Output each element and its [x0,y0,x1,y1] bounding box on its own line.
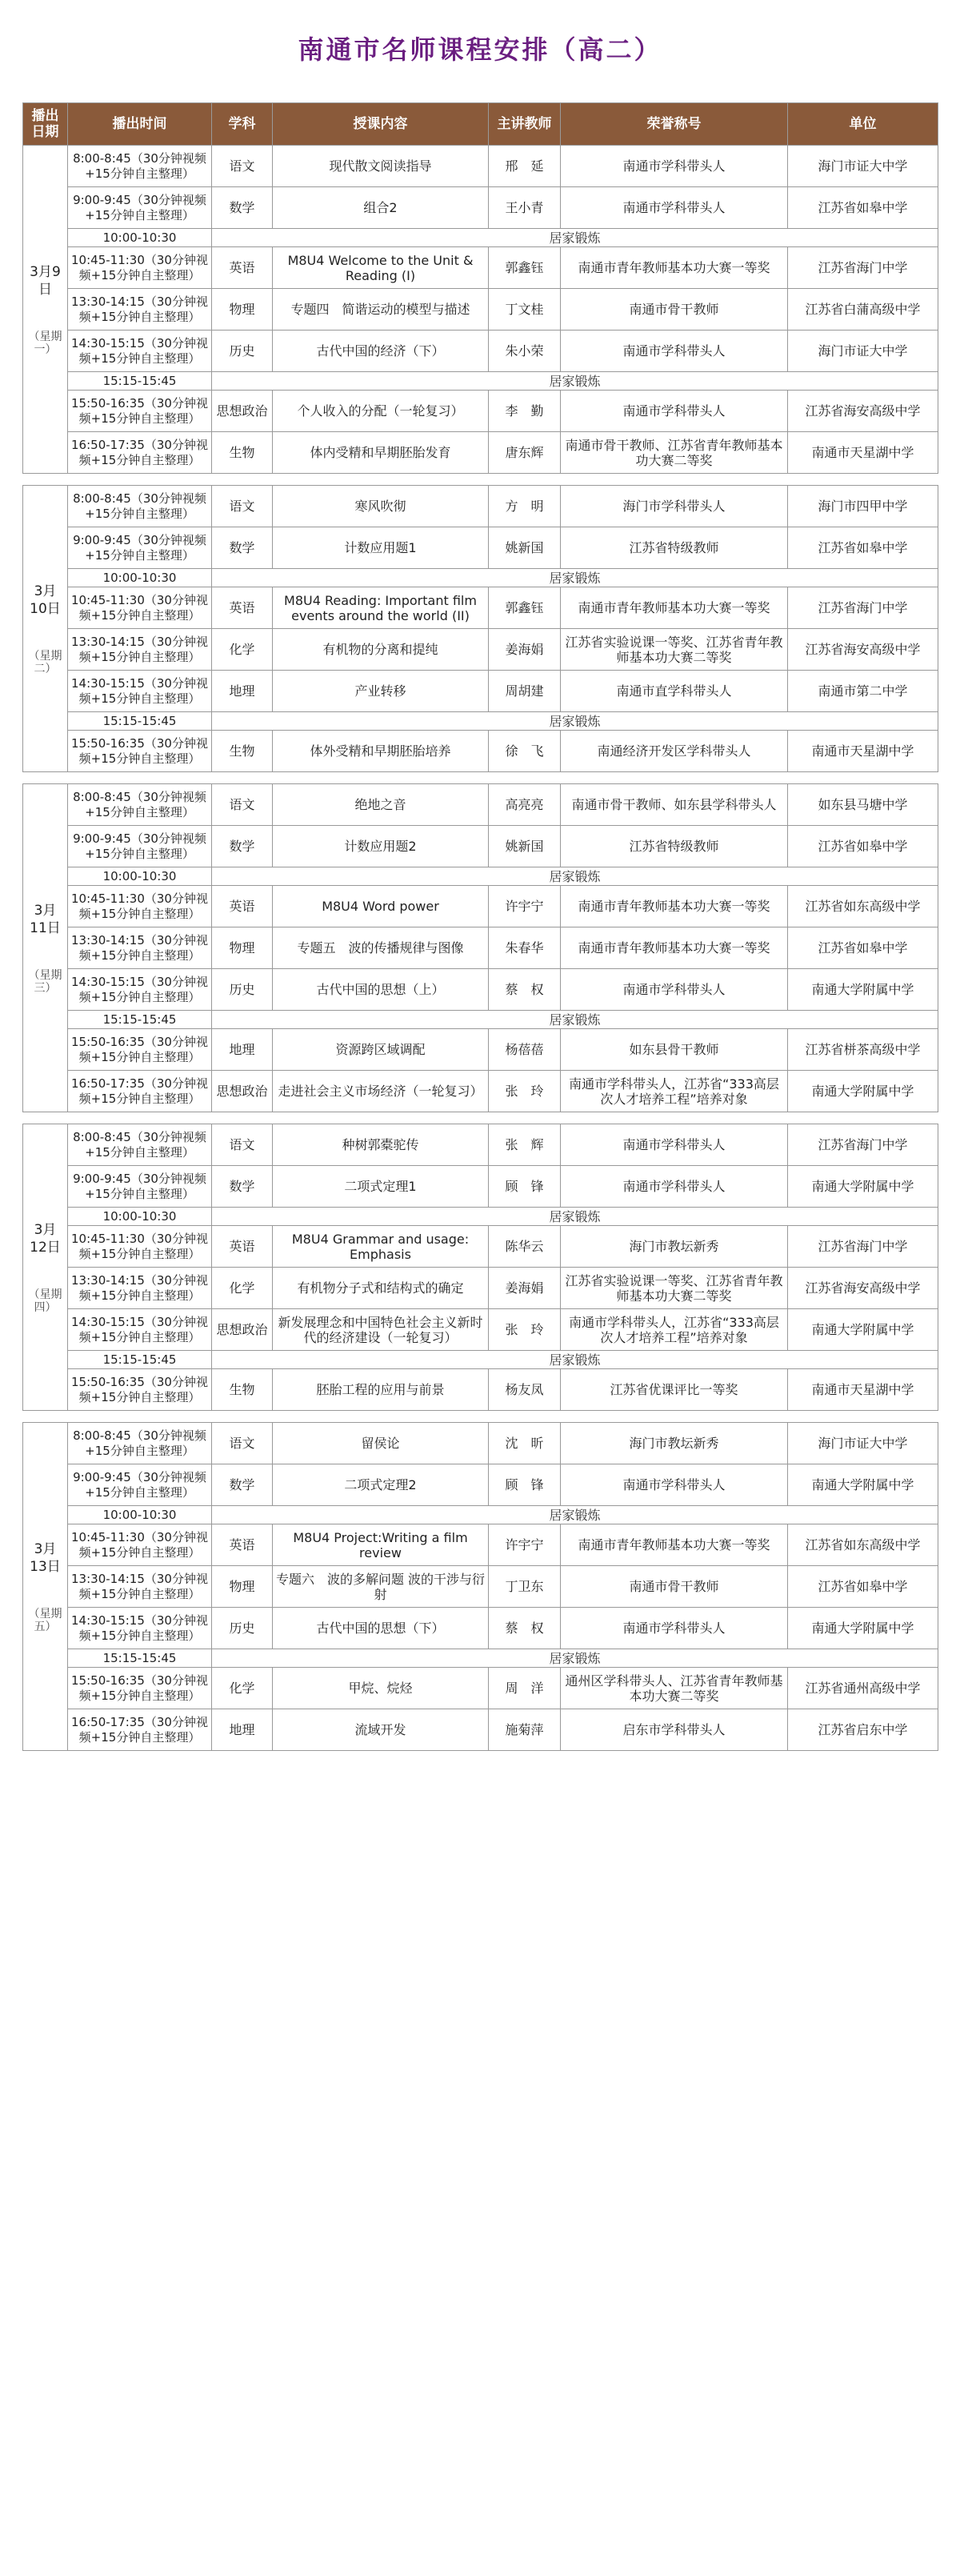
time-cell: 15:15-15:45 [68,712,212,731]
honor-cell: 南通市学科带头人 [561,1166,788,1208]
table-row [23,731,938,772]
table-row [23,1124,938,1166]
table-row [23,247,938,289]
honor-cell: 启东市学科带头人 [561,1709,788,1751]
teacher-cell: 丁卫东 [489,1566,561,1608]
topic-cell: 古代中国的思想（下） [273,1608,489,1649]
teacher-cell: 朱小荣 [489,331,561,372]
unit-cell: 南通大学附属中学 [788,1309,938,1351]
topic-cell: M8U4 Welcome to the Unit & Reading (I) [273,247,489,289]
subject-cell: 生物 [212,432,273,474]
honor-cell: 南通市学科带头人 [561,969,788,1011]
separator-cell [23,1112,938,1124]
topic-cell: 有机物的分离和提纯 [273,629,489,671]
teacher-cell: 杨蓓蓓 [489,1029,561,1071]
topic-cell: 产业转移 [273,671,489,712]
subject-cell: 化学 [212,629,273,671]
weekday-label: （星期三） [28,968,62,995]
rest-label: 居家锻炼 [212,1351,938,1369]
table-row [23,527,938,569]
weekday-label: （星期一） [28,330,62,356]
teacher-cell: 王小青 [489,187,561,229]
subject-cell: 数学 [212,187,273,229]
table-row [23,1566,938,1608]
time-cell: 14:30-15:15（30分钟视频+15分钟自主整理） [68,1608,212,1649]
subject-cell: 数学 [212,1464,273,1506]
date-label: 3月12日 [30,1221,61,1256]
topic-cell: 种树郭橐驼传 [273,1124,489,1166]
unit-cell: 南通大学附属中学 [788,1071,938,1112]
time-cell: 9:00-9:45（30分钟视频+15分钟自主整理） [68,187,212,229]
unit-cell: 南通大学附属中学 [788,1608,938,1649]
topic-cell: 计数应用题2 [273,826,489,867]
unit-cell: 江苏省海门中学 [788,247,938,289]
rest-row [23,569,938,587]
rest-label: 居家锻炼 [212,867,938,886]
time-cell: 15:50-16:35（30分钟视频+15分钟自主整理） [68,1029,212,1071]
honor-cell: 江苏省实验说课一等奖、江苏省青年教师基本功大赛二等奖 [561,629,788,671]
time-cell: 15:50-16:35（30分钟视频+15分钟自主整理） [68,1369,212,1411]
table-row [23,629,938,671]
unit-cell: 江苏省如皋中学 [788,187,938,229]
time-cell: 10:00-10:30 [68,569,212,587]
topic-cell: 二项式定理2 [273,1464,489,1506]
unit-cell: 江苏省海门中学 [788,587,938,629]
honor-cell: 南通市青年教师基本功大赛一等奖 [561,927,788,969]
date-cell [23,1423,68,1751]
time-cell: 15:50-16:35（30分钟视频+15分钟自主整理） [68,1668,212,1709]
table-row [23,1071,938,1112]
table-row [23,1608,938,1649]
honor-cell: 江苏省实验说课一等奖、江苏省青年教师基本功大赛二等奖 [561,1268,788,1309]
teacher-cell: 沈 昕 [489,1423,561,1464]
separator-cell [23,474,938,486]
topic-cell: 胚胎工程的应用与前景 [273,1369,489,1411]
unit-cell: 江苏省海门中学 [788,1124,938,1166]
table-row [23,1524,938,1566]
date-cell [23,1124,68,1411]
subject-cell: 语文 [212,146,273,187]
subject-cell: 历史 [212,331,273,372]
teacher-cell: 周 洋 [489,1668,561,1709]
teacher-cell: 许宇宁 [489,1524,561,1566]
time-cell: 15:50-16:35（30分钟视频+15分钟自主整理） [68,731,212,772]
table-row [23,331,938,372]
time-cell: 15:50-16:35（30分钟视频+15分钟自主整理） [68,391,212,432]
unit-cell: 海门市四甲中学 [788,486,938,527]
topic-cell: 组合2 [273,187,489,229]
subject-cell: 历史 [212,1608,273,1649]
subject-cell: 英语 [212,587,273,629]
teacher-cell: 蔡 权 [489,969,561,1011]
table-row [23,671,938,712]
table-row [23,826,938,867]
subject-cell: 地理 [212,1709,273,1751]
time-cell: 9:00-9:45（30分钟视频+15分钟自主整理） [68,826,212,867]
rest-row [23,372,938,391]
subject-cell: 地理 [212,671,273,712]
time-cell: 15:15-15:45 [68,1649,212,1668]
teacher-cell: 张 玲 [489,1071,561,1112]
topic-cell: 绝地之音 [273,784,489,826]
honor-cell: 如东县骨干教师 [561,1029,788,1071]
header-row [23,103,938,146]
time-cell: 10:00-10:30 [68,1506,212,1524]
date-cell [23,486,68,772]
rest-label: 居家锻炼 [212,569,938,587]
time-cell: 9:00-9:45（30分钟视频+15分钟自主整理） [68,527,212,569]
teacher-cell: 姚新国 [489,826,561,867]
topic-cell: 走进社会主义市场经济（一轮复习） [273,1071,489,1112]
honor-cell: 南通市青年教师基本功大赛一等奖 [561,587,788,629]
topic-cell: 古代中国的经济（下） [273,331,489,372]
honor-cell: 南通市学科带头人，江苏省“333高层次人才培养工程”培养对象 [561,1309,788,1351]
topic-cell: M8U4 Word power [273,886,489,927]
subject-cell: 生物 [212,1369,273,1411]
teacher-cell: 陈华云 [489,1226,561,1268]
header-honor: 荣誉称号 [561,103,788,146]
subject-cell: 思想政治 [212,1071,273,1112]
unit-cell: 江苏省海安高级中学 [788,629,938,671]
topic-cell: 现代散文阅读指导 [273,146,489,187]
subject-cell: 思想政治 [212,1309,273,1351]
time-cell: 10:45-11:30（30分钟视频+15分钟自主整理） [68,1524,212,1566]
rest-label: 居家锻炼 [212,712,938,731]
table-row [23,391,938,432]
unit-cell: 江苏省海安高级中学 [788,1268,938,1309]
weekday-label: （星期二） [28,649,62,675]
date-cell [23,146,68,474]
teacher-cell: 方 明 [489,486,561,527]
teacher-cell: 唐东辉 [489,432,561,474]
subject-cell: 化学 [212,1668,273,1709]
subject-cell: 语文 [212,784,273,826]
honor-cell: 南通经济开发区学科带头人 [561,731,788,772]
header-time: 播出时间 [68,103,212,146]
unit-cell: 南通市天星湖中学 [788,1369,938,1411]
weekday-label: （星期五） [28,1607,62,1633]
subject-cell: 英语 [212,247,273,289]
time-cell: 13:30-14:15（30分钟视频+15分钟自主整理） [68,1566,212,1608]
topic-cell: 个人收入的分配（一轮复习） [273,391,489,432]
time-cell: 13:30-14:15（30分钟视频+15分钟自主整理） [68,629,212,671]
unit-cell: 江苏省海门中学 [788,1226,938,1268]
time-cell: 10:00-10:30 [68,867,212,886]
teacher-cell: 朱春华 [489,927,561,969]
table-row [23,1709,938,1751]
page-title: 南通市名师课程安排（高二） [298,34,662,65]
honor-cell: 南通市青年教师基本功大赛一等奖 [561,1524,788,1566]
topic-cell: M8U4 Reading: Important film events around the world (II) [273,587,489,629]
honor-cell: 南通市学科带头人 [561,1464,788,1506]
honor-cell: 江苏省特级教师 [561,527,788,569]
unit-cell: 江苏省如皋中学 [788,1566,938,1608]
honor-cell: 江苏省优课评比一等奖 [561,1369,788,1411]
topic-cell: 古代中国的思想（上） [273,969,489,1011]
honor-cell: 江苏省特级教师 [561,826,788,867]
honor-cell: 南通市学科带头人 [561,187,788,229]
time-cell: 10:45-11:30（30分钟视频+15分钟自主整理） [68,1226,212,1268]
subject-cell: 地理 [212,1029,273,1071]
teacher-cell: 张 辉 [489,1124,561,1166]
topic-cell: 专题五 波的传播规律与图像 [273,927,489,969]
table-row [23,1464,938,1506]
header-subject: 学科 [212,103,273,146]
time-cell: 10:00-10:30 [68,229,212,247]
time-cell: 14:30-15:15（30分钟视频+15分钟自主整理） [68,671,212,712]
honor-cell: 南通市骨干教师、江苏省青年教师基本功大赛二等奖 [561,432,788,474]
unit-cell: 南通大学附属中学 [788,969,938,1011]
time-cell: 10:45-11:30（30分钟视频+15分钟自主整理） [68,886,212,927]
rest-row [23,712,938,731]
subject-cell: 英语 [212,1524,273,1566]
honor-cell: 南通市学科带头人，江苏省“333高层次人才培养工程”培养对象 [561,1071,788,1112]
time-cell: 15:15-15:45 [68,372,212,391]
topic-cell: 流域开发 [273,1709,489,1751]
unit-cell: 南通市天星湖中学 [788,432,938,474]
teacher-cell: 姜海娟 [489,1268,561,1309]
time-cell: 16:50-17:35（30分钟视频+15分钟自主整理） [68,432,212,474]
unit-cell: 南通市天星湖中学 [788,731,938,772]
teacher-cell: 郭鑫钰 [489,247,561,289]
header-teacher: 主讲教师 [489,103,561,146]
table-row [23,187,938,229]
topic-cell: 寒风吹彻 [273,486,489,527]
separator-cell [23,1411,938,1423]
honor-cell: 南通市学科带头人 [561,331,788,372]
teacher-cell: 顾 锋 [489,1166,561,1208]
unit-cell: 江苏省栟茶高级中学 [788,1029,938,1071]
time-cell: 16:50-17:35（30分钟视频+15分钟自主整理） [68,1709,212,1751]
subject-cell: 数学 [212,826,273,867]
time-cell: 8:00-8:45（30分钟视频+15分钟自主整理） [68,1124,212,1166]
time-cell: 14:30-15:15（30分钟视频+15分钟自主整理） [68,969,212,1011]
rest-label: 居家锻炼 [212,1208,938,1226]
teacher-cell: 徐 飞 [489,731,561,772]
teacher-cell: 张 玲 [489,1309,561,1351]
teacher-cell: 周胡建 [489,671,561,712]
honor-cell: 南通市学科带头人 [561,1124,788,1166]
rest-label: 居家锻炼 [212,1506,938,1524]
unit-cell: 江苏省如皋中学 [788,527,938,569]
teacher-cell: 许宇宁 [489,886,561,927]
time-cell: 9:00-9:45（30分钟视频+15分钟自主整理） [68,1464,212,1506]
honor-cell: 南通市骨干教师、如东县学科带头人 [561,784,788,826]
topic-cell: 甲烷、烷烃 [273,1668,489,1709]
subject-cell: 生物 [212,731,273,772]
honor-cell: 通州区学科带头人、江苏省青年教师基本功大赛二等奖 [561,1668,788,1709]
topic-cell: M8U4 Grammar and usage: Emphasis [273,1226,489,1268]
teacher-cell: 杨友凤 [489,1369,561,1411]
subject-cell: 物理 [212,1566,273,1608]
table-row [23,927,938,969]
weekday-label: （星期四） [28,1288,62,1314]
table-row [23,784,938,826]
topic-cell: 体外受精和早期胚胎培养 [273,731,489,772]
header-topic: 授课内容 [273,103,489,146]
subject-cell: 思想政治 [212,391,273,432]
time-cell: 15:15-15:45 [68,1351,212,1369]
rest-row [23,1208,938,1226]
subject-cell: 英语 [212,1226,273,1268]
subject-cell: 物理 [212,289,273,331]
teacher-cell: 姚新国 [489,527,561,569]
teacher-cell: 丁文桂 [489,289,561,331]
time-cell: 10:45-11:30（30分钟视频+15分钟自主整理） [68,587,212,629]
table-row [23,587,938,629]
table-row [23,969,938,1011]
time-cell: 8:00-8:45（30分钟视频+15分钟自主整理） [68,1423,212,1464]
time-cell: 13:30-14:15（30分钟视频+15分钟自主整理） [68,289,212,331]
header-date: 播出日期 [23,103,68,146]
date-label: 3月10日 [30,583,61,617]
table-row [23,146,938,187]
rest-row [23,1011,938,1029]
schedule-table [22,102,938,1751]
day-separator [23,1411,938,1423]
subject-cell: 语文 [212,1124,273,1166]
unit-cell: 海门市证大中学 [788,1423,938,1464]
teacher-cell: 郭鑫钰 [489,587,561,629]
honor-cell: 南通市学科带头人 [561,1608,788,1649]
teacher-cell: 邢 延 [489,146,561,187]
honor-cell: 海门市学科带头人 [561,486,788,527]
date-label: 3月13日 [30,1540,61,1575]
date-label: 3月11日 [30,902,61,936]
honor-cell: 海门市教坛新秀 [561,1423,788,1464]
rest-row [23,1506,938,1524]
table-row [23,1226,938,1268]
rest-label: 居家锻炼 [212,1649,938,1668]
table-row [23,1268,938,1309]
honor-cell: 南通市骨干教师 [561,1566,788,1608]
time-cell: 8:00-8:45（30分钟视频+15分钟自主整理） [68,486,212,527]
time-cell: 8:00-8:45（30分钟视频+15分钟自主整理） [68,784,212,826]
rest-row [23,229,938,247]
header-unit: 单位 [788,103,938,146]
table-row [23,1369,938,1411]
honor-cell: 南通市骨干教师 [561,289,788,331]
subject-cell: 物理 [212,927,273,969]
day-separator [23,1112,938,1124]
time-cell: 13:30-14:15（30分钟视频+15分钟自主整理） [68,927,212,969]
rest-row [23,1351,938,1369]
time-cell: 10:00-10:30 [68,1208,212,1226]
unit-cell: 南通大学附属中学 [788,1464,938,1506]
teacher-cell: 高亮亮 [489,784,561,826]
subject-cell: 数学 [212,527,273,569]
subject-cell: 历史 [212,969,273,1011]
honor-cell: 南通市学科带头人 [561,391,788,432]
unit-cell: 海门市证大中学 [788,331,938,372]
topic-cell: 资源跨区域调配 [273,1029,489,1071]
topic-cell: 留侯论 [273,1423,489,1464]
day-separator [23,474,938,486]
teacher-cell: 李 勤 [489,391,561,432]
teacher-cell: 姜海娟 [489,629,561,671]
time-cell: 14:30-15:15（30分钟视频+15分钟自主整理） [68,331,212,372]
rest-row [23,867,938,886]
table-row [23,432,938,474]
topic-cell: 有机物分子式和结构式的确定 [273,1268,489,1309]
rest-row [23,1649,938,1668]
unit-cell: 南通市第二中学 [788,671,938,712]
subject-cell: 数学 [212,1166,273,1208]
table-row [23,289,938,331]
unit-cell: 江苏省启东中学 [788,1709,938,1751]
topic-cell: 计数应用题1 [273,527,489,569]
table-row [23,486,938,527]
teacher-cell: 顾 锋 [489,1464,561,1506]
unit-cell: 江苏省海安高级中学 [788,391,938,432]
time-cell: 9:00-9:45（30分钟视频+15分钟自主整理） [68,1166,212,1208]
topic-cell: 专题四 简谐运动的模型与描述 [273,289,489,331]
schedule-body [23,146,938,1751]
time-cell: 14:30-15:15（30分钟视频+15分钟自主整理） [68,1309,212,1351]
time-cell: 16:50-17:35（30分钟视频+15分钟自主整理） [68,1071,212,1112]
honor-cell: 南通市直学科带头人 [561,671,788,712]
teacher-cell: 蔡 权 [489,1608,561,1649]
honor-cell: 海门市教坛新秀 [561,1226,788,1268]
subject-cell: 英语 [212,886,273,927]
date-cell [23,784,68,1112]
table-row [23,1029,938,1071]
topic-cell: 二项式定理1 [273,1166,489,1208]
table-row [23,886,938,927]
table-row [23,1423,938,1464]
unit-cell: 江苏省白蒲高级中学 [788,289,938,331]
unit-cell: 江苏省通州高级中学 [788,1668,938,1709]
unit-cell: 江苏省如皋中学 [788,927,938,969]
time-cell: 15:15-15:45 [68,1011,212,1029]
honor-cell: 南通市青年教师基本功大赛一等奖 [561,886,788,927]
unit-cell: 海门市证大中学 [788,146,938,187]
unit-cell: 如东县马塘中学 [788,784,938,826]
subject-cell: 语文 [212,1423,273,1464]
unit-cell: 江苏省如皋中学 [788,826,938,867]
rest-label: 居家锻炼 [212,372,938,391]
table-row [23,1668,938,1709]
table-row [23,1166,938,1208]
rest-label: 居家锻炼 [212,229,938,247]
unit-cell: 南通大学附属中学 [788,1166,938,1208]
separator-cell [23,772,938,784]
honor-cell: 南通市学科带头人 [561,146,788,187]
time-cell: 8:00-8:45（30分钟视频+15分钟自主整理） [68,146,212,187]
subject-cell: 语文 [212,486,273,527]
honor-cell: 南通市青年教师基本功大赛一等奖 [561,247,788,289]
day-separator [23,772,938,784]
unit-cell: 江苏省如东高级中学 [788,886,938,927]
topic-cell: 新发展理念和中国特色社会主义新时代的经济建设（一轮复习） [273,1309,489,1351]
time-cell: 13:30-14:15（30分钟视频+15分钟自主整理） [68,1268,212,1309]
topic-cell: 体内受精和早期胚胎发育 [273,432,489,474]
date-label: 3月9日 [30,263,61,298]
table-row [23,1309,938,1351]
topic-cell: M8U4 Project:Writing a film review [273,1524,489,1566]
subject-cell: 化学 [212,1268,273,1309]
unit-cell: 江苏省如东高级中学 [788,1524,938,1566]
rest-label: 居家锻炼 [212,1011,938,1029]
topic-cell: 专题六 波的多解问题 波的干涉与衍射 [273,1566,489,1608]
teacher-cell: 施菊萍 [489,1709,561,1751]
time-cell: 10:45-11:30（30分钟视频+15分钟自主整理） [68,247,212,289]
